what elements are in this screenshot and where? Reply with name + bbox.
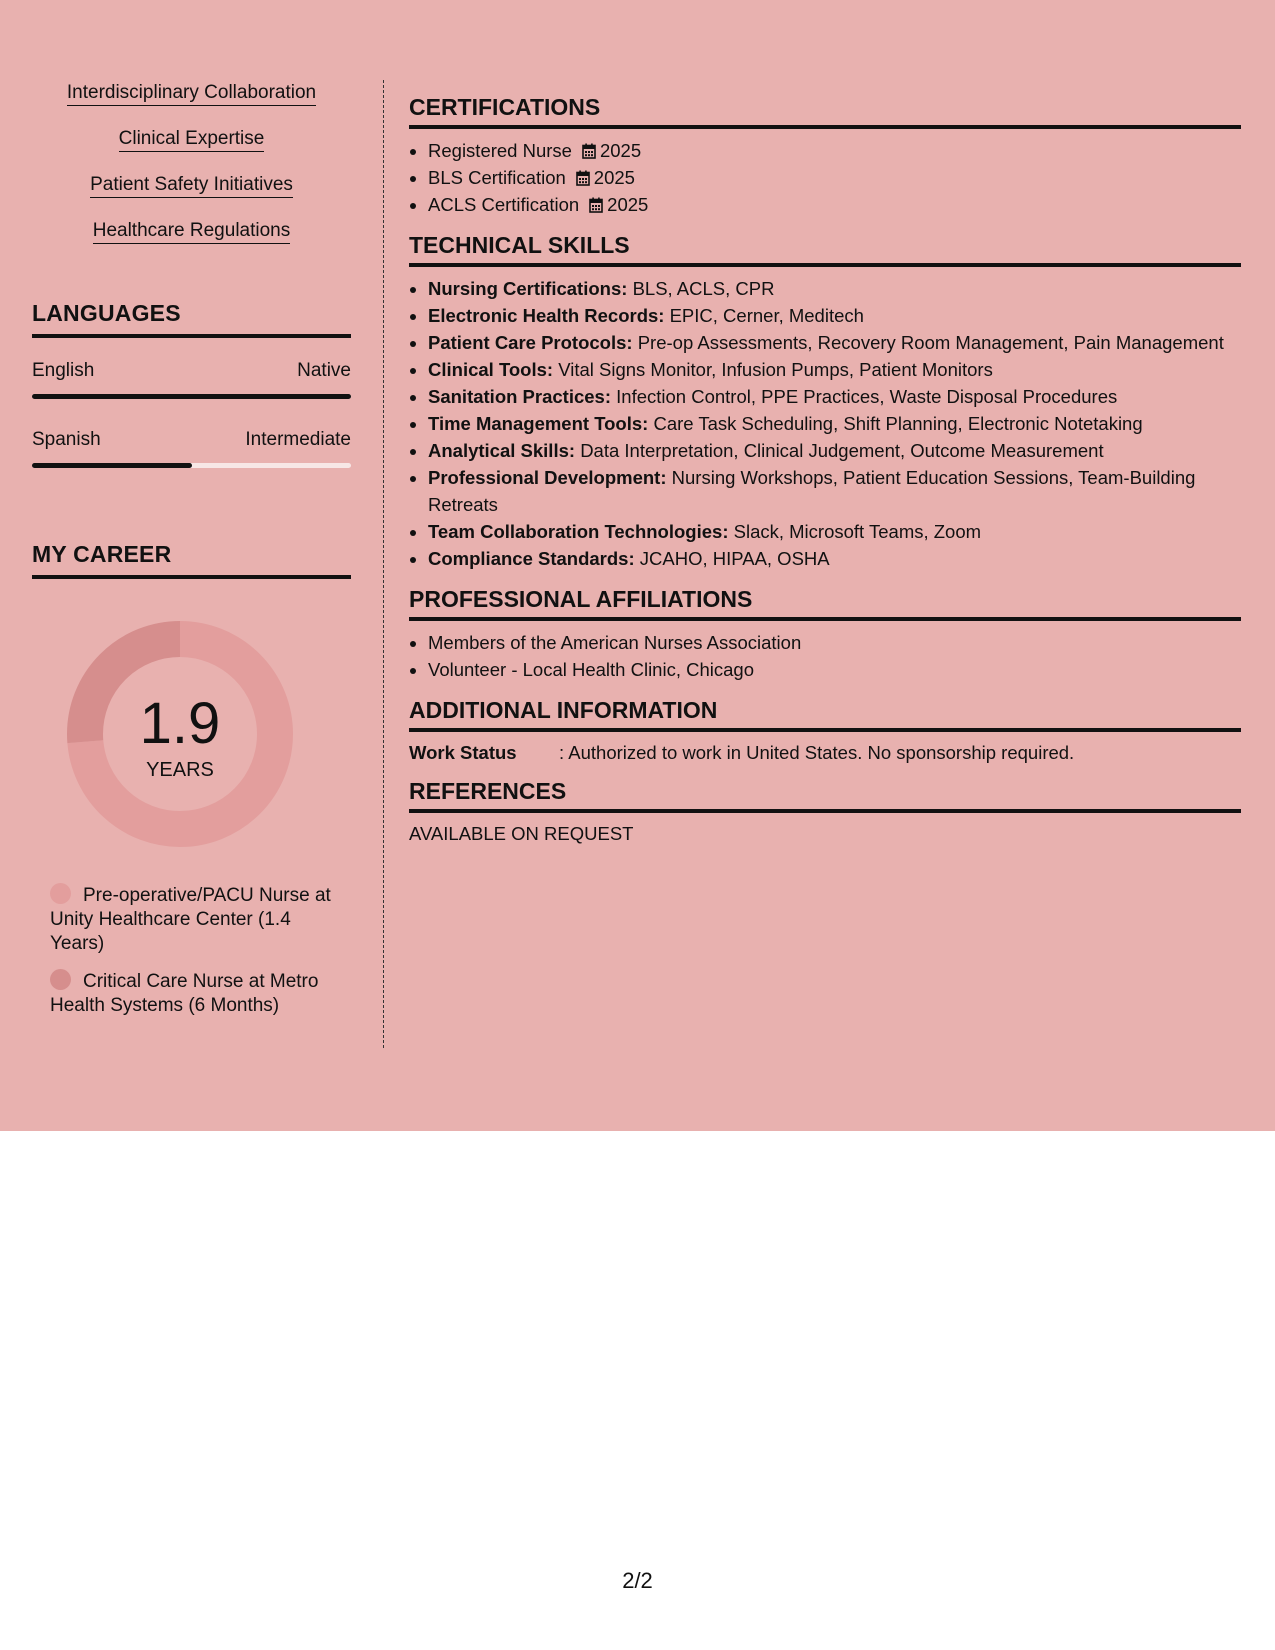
skill-value: Vital Signs Monitor, Infusion Pumps, Patient Monitors [558, 359, 993, 380]
work-status-label: Work Status [409, 742, 517, 763]
calendar-icon [589, 197, 603, 213]
calendar-icon [576, 170, 590, 186]
calendar-icon [582, 143, 596, 159]
technical-skills-section [409, 232, 1241, 572]
additional-info-section [409, 697, 1241, 764]
career-legend-label: Pre-operative/PACU Nurse at Unity Healthcare Center (1.4 Years) [50, 885, 331, 954]
certification-name: ACLS Certification [428, 194, 580, 215]
certification-year: 2025 [607, 194, 649, 215]
skill-item [428, 410, 1241, 437]
skill-value: Data Interpretation, Clinical Judgement, Outcome Measurement [580, 440, 1104, 461]
references-section [409, 778, 1241, 845]
certification-name: Registered Nurse [428, 140, 572, 161]
skill-label: Electronic Health Records: [428, 305, 665, 326]
skill-label: Professional Development: [428, 467, 667, 488]
work-status-value: : Authorized to work in United States. No sponsorship required. [559, 742, 1075, 763]
work-status-row [409, 742, 1241, 764]
language-proficiency-bar [32, 394, 351, 399]
skill-tag: Interdisciplinary Collaboration [67, 80, 316, 106]
skill-item [428, 545, 1241, 572]
language-name: English [32, 360, 95, 381]
career-legend-label: Critical Care Nurse at Metro Health Systems (6 Months) [50, 971, 319, 1016]
skill-tags [32, 80, 351, 244]
skill-value: Slack, Microsoft Teams, Zoom [733, 521, 982, 542]
career-legend [50, 883, 340, 1018]
language-proficiency-fill [32, 394, 351, 399]
skill-label: Team Collaboration Technologies: [428, 521, 729, 542]
skill-item [428, 518, 1241, 545]
languages-heading: LANGUAGES [32, 300, 351, 338]
skill-tag: Patient Safety Initiatives [90, 172, 293, 198]
language-name: Spanish [32, 429, 101, 450]
affiliations-heading: PROFESSIONAL AFFILIATIONS [409, 586, 1241, 621]
technical-skills-list [409, 275, 1241, 572]
column-divider [383, 80, 384, 1048]
skill-item [428, 383, 1241, 410]
affiliations-section [409, 586, 1241, 683]
certifications-section [409, 94, 1241, 218]
certifications-heading: CERTIFICATIONS [409, 94, 1241, 129]
career-section [32, 541, 351, 1031]
certification-year: 2025 [593, 167, 635, 188]
language-level: Intermediate [245, 429, 351, 450]
skill-label: Clinical Tools: [428, 359, 554, 380]
skill-value: BLS, ACLS, CPR [632, 278, 775, 299]
skill-tag: Healthcare Regulations [93, 218, 291, 244]
career-legend-item [50, 883, 340, 956]
career-heading: MY CAREER [32, 541, 351, 579]
skill-item [428, 302, 1241, 329]
legend-dot-icon [50, 883, 71, 904]
skill-label: Patient Care Protocols: [428, 332, 633, 353]
skill-label: Sanitation Practices: [428, 386, 612, 407]
skill-item [428, 275, 1241, 302]
skill-value: JCAHO, HIPAA, OSHA [639, 548, 830, 569]
skill-label: Nursing Certifications: [428, 278, 628, 299]
skill-tag: Clinical Expertise [119, 126, 265, 152]
certification-item [428, 191, 1241, 218]
references-heading: REFERENCES [409, 778, 1241, 813]
language-proficiency-bar [32, 463, 351, 468]
skill-value: Pre-op Assessments, Recovery Room Management, Pain Management [637, 332, 1224, 353]
skill-value: Care Task Scheduling, Shift Planning, Electronic Notetaking [653, 413, 1143, 434]
skill-label: Time Management Tools: [428, 413, 649, 434]
certification-name: BLS Certification [428, 167, 566, 188]
legend-dot-icon [50, 969, 71, 990]
language-proficiency-fill [32, 463, 192, 468]
page-number: 2/2 [622, 1568, 653, 1593]
references-text: AVAILABLE ON REQUEST [409, 823, 634, 844]
career-donut-chart [67, 621, 293, 847]
additional-info-heading: ADDITIONAL INFORMATION [409, 697, 1241, 732]
skill-item [428, 464, 1241, 518]
skill-label: Analytical Skills: [428, 440, 576, 461]
skill-item [428, 329, 1241, 356]
career-total-value: 1.9 [139, 690, 221, 756]
certification-year: 2025 [599, 140, 642, 161]
skill-item [428, 356, 1241, 383]
left-column [32, 80, 351, 1016]
affiliation-item: • Members of the American Nurses Association [428, 629, 1241, 656]
skill-value: EPIC, Cerner, Meditech [669, 305, 864, 326]
technical-skills-heading: TECHNICAL SKILLS [409, 232, 1241, 267]
skill-value: Infection Control, PPE Practices, Waste Disposal Procedures [616, 386, 1118, 407]
languages-section [32, 300, 351, 468]
language-item [32, 429, 351, 468]
career-legend-item [50, 969, 340, 1018]
language-item [32, 360, 351, 399]
skill-item [428, 437, 1241, 464]
affiliations-list [409, 629, 1241, 683]
skill-value: Nursing Workshops, Patient Education Sessions, Team-Building Retreats [428, 467, 1196, 515]
career-total-unit: YEARS [146, 758, 214, 781]
language-level: Native [297, 360, 351, 381]
certification-item [428, 164, 1241, 191]
certification-item [428, 137, 1241, 164]
affiliation-item: • Volunteer - Local Health Clinic, Chicago [428, 656, 1241, 683]
skill-label: Compliance Standards: [428, 548, 635, 569]
right-column [409, 94, 1241, 859]
certifications-list [409, 137, 1241, 218]
